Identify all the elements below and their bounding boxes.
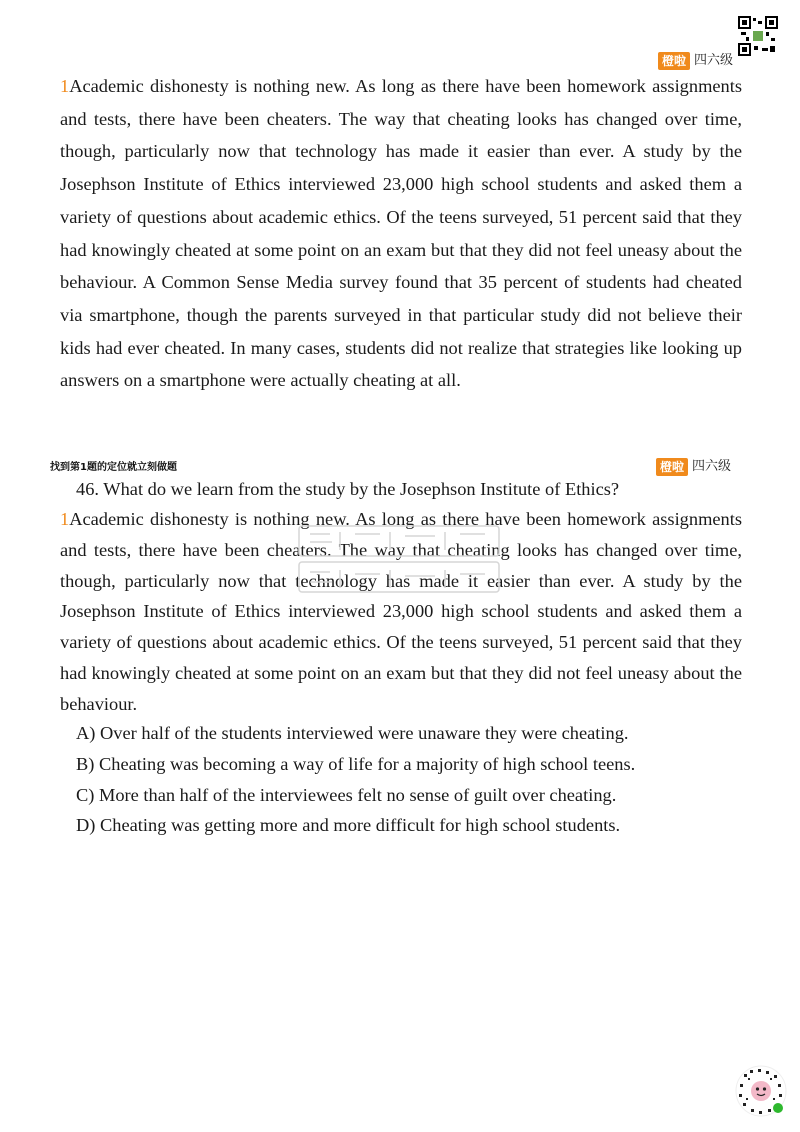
level-label: 四六级	[692, 459, 732, 474]
passage-paragraph	[60, 70, 742, 397]
qr-code-icon	[738, 16, 778, 56]
brand-logo: 橙啦	[656, 458, 688, 476]
header-brand	[658, 52, 733, 70]
option-b[interactable]: B) Cheating was becoming a way of life for a majority of high school teens.	[76, 753, 636, 774]
brand-logo: 橙啦	[658, 52, 690, 70]
level-label: 四六级	[694, 53, 734, 68]
paragraph-number: 1	[60, 76, 70, 96]
paragraph-number: 1	[60, 509, 70, 529]
question-text: 46. What do we learn from the study by the Josephson Institute of Ethics?	[76, 479, 620, 499]
option-c[interactable]: C) More than half of the interviewees felt no sense of guilt over cheating.	[76, 784, 617, 805]
passage-excerpt	[60, 504, 742, 720]
answer-options	[76, 718, 635, 841]
option-d[interactable]: D) Cheating was getting more and more difficult for high school students.	[76, 815, 621, 836]
passage-excerpt-text: Academic dishonesty is nothing new. As long as there have been homework assignments and tests, there have been cheaters. The way that cheating looks has changed over time, though, particularly now that technology has made it easier than ever. A study by the Josephson Institute of Ethics interviewed 23,000 high school students and asked them a variety of questions about academic ethics. Of the teens surveyed, 51 percent said that they had knowingly cheated at some point on an exam but that they did not feel uneasy about the behaviour.	[60, 509, 742, 714]
option-a[interactable]: A) Over half of the students interviewed were unaware they were cheating.	[76, 723, 629, 743]
section-brand	[656, 458, 731, 476]
instruction-hint: 找到第1题的定位就立刻做题	[50, 462, 177, 473]
mini-program-code-icon	[734, 1064, 788, 1118]
passage-text: Academic dishonesty is nothing new. As long as there have been homework assignments and tests, there have been cheaters. The way that cheating looks has changed over time, though, particularly now that technology has made it easier than ever. A study by the Josephson Institute of Ethics interviewed 23,000 high school students and asked them a variety of questions about academic ethics. Of the teens surveyed, 51 percent said that they had knowingly cheated at some point on an exam but that they did not feel uneasy about the behaviour. A Common Sense Media survey found that 35 percent of students had cheated via smartphone, though the parents surveyed in that particular study did not believe their kids had ever cheated. In many cases, students did not realize that strategies like looking up answers on a smartphone were actually cheating at all.	[60, 76, 742, 391]
